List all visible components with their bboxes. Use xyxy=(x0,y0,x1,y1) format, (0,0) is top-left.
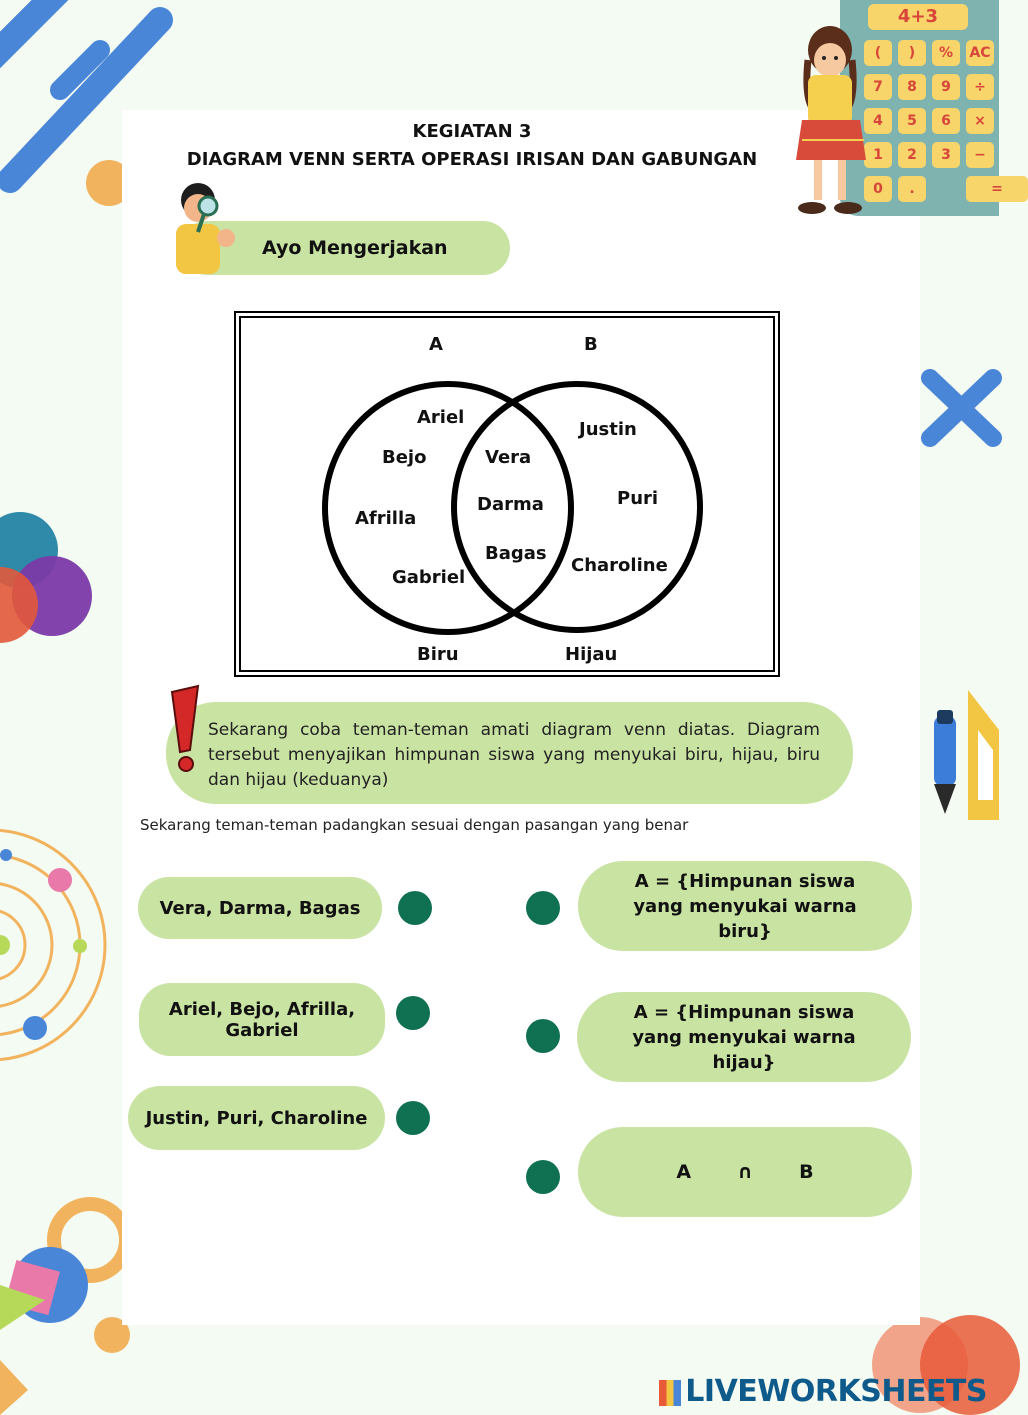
left-match-item[interactable] xyxy=(138,877,382,939)
set-a-name: Biru xyxy=(417,644,459,665)
x-shape-decoration xyxy=(918,368,999,458)
banner-label: Ayo Mengerjakan xyxy=(262,237,448,259)
right-match-item[interactable] xyxy=(577,992,911,1082)
left-match-item[interactable] xyxy=(128,1086,385,1150)
right-match-label: A = {Himpunan siswa yang menyukai warna biru} xyxy=(633,870,857,942)
left-connector-dot[interactable] xyxy=(396,996,430,1030)
right-match-item[interactable] xyxy=(578,1127,912,1217)
left-connector-dot[interactable] xyxy=(398,891,432,925)
info-box xyxy=(166,702,853,804)
calculator-key: ÷ xyxy=(966,74,994,100)
exclamation-icon xyxy=(166,686,204,776)
right-connector-dot[interactable] xyxy=(526,1019,560,1053)
calculator-key: % xyxy=(932,40,960,66)
venn-member: Bejo xyxy=(382,447,427,468)
left-match-item[interactable] xyxy=(139,983,385,1056)
calculator-key: 3 xyxy=(932,142,960,168)
brand-text: LIVEWORKSHEETS xyxy=(685,1374,987,1409)
calculator-key: 6 xyxy=(932,108,960,134)
left-connector-dot[interactable] xyxy=(396,1101,430,1135)
calculator-key: 8 xyxy=(898,74,926,100)
venn-member: Afrilla xyxy=(355,508,417,529)
girl-illustration xyxy=(794,20,869,220)
left-match-label: Justin, Puri, Charoline xyxy=(145,1107,368,1129)
calculator-key: 7 xyxy=(864,74,892,100)
calculator-key: 9 xyxy=(932,74,960,100)
brand-mark-icon xyxy=(659,1380,681,1406)
venn-member: Vera xyxy=(485,447,532,468)
overlapping-circles-decoration xyxy=(0,510,100,640)
venn-member: Darma xyxy=(477,494,544,515)
brand-logo xyxy=(659,1374,987,1409)
set-a-label: A xyxy=(429,334,443,355)
calculator-display: 4+3 xyxy=(868,4,968,30)
calculator-key: × xyxy=(966,108,994,134)
venn-member: Gabriel xyxy=(392,567,466,588)
calculator-key: . xyxy=(898,176,926,202)
calculator-key: ) xyxy=(898,40,926,66)
calculator-key: 2 xyxy=(898,142,926,168)
calculator-key: 5 xyxy=(898,108,926,134)
calculator-key: 4 xyxy=(864,108,892,134)
venn-member: Charoline xyxy=(571,555,668,576)
right-connector-dot[interactable] xyxy=(526,1160,560,1194)
right-match-label: A = {Himpunan siswa yang menyukai warna hijau} xyxy=(632,1001,856,1073)
venn-member: Puri xyxy=(617,488,659,509)
set-b-label: B xyxy=(584,334,598,355)
left-match-label: Vera, Darma, Bagas xyxy=(159,897,361,919)
right-match-label: A ∩ B xyxy=(676,1161,814,1183)
left-match-label: Ariel, Bejo, Afrilla, Gabriel xyxy=(168,998,356,1041)
right-connector-dot[interactable] xyxy=(526,891,560,925)
set-b-name: Hijau xyxy=(565,644,618,665)
venn-member: Justin xyxy=(579,419,637,440)
calculator-key: 1 xyxy=(864,142,892,168)
boy-with-magnifier-illustration xyxy=(164,176,244,276)
venn-member: Bagas xyxy=(485,543,547,564)
instruction-text: Sekarang teman-teman padangkan sesuai dengan pasangan yang benar xyxy=(140,816,689,834)
right-match-item[interactable] xyxy=(578,861,912,951)
orbit-decoration xyxy=(0,820,120,1080)
venn-member: Ariel xyxy=(417,407,465,428)
calculator-key: − xyxy=(966,142,994,168)
calculator-key: AC xyxy=(966,40,994,66)
page-title: DIAGRAM VENN SERTA OPERASI IRISAN DAN GABUNGAN xyxy=(186,149,758,170)
calculator-key: 0 xyxy=(864,176,892,202)
calculator-key: ( xyxy=(864,40,892,66)
calculator-key: = xyxy=(966,176,1028,202)
info-text: Sekarang coba teman-teman amati diagram venn diatas. Diagram tersebut menyajikan himpunan siswa yang menyukai biru, hijau, biru dan hijau (keduanya) xyxy=(208,720,820,790)
activity-title: KEGIATAN 3 xyxy=(412,121,532,142)
pen-and-ruler-decoration xyxy=(928,690,999,825)
